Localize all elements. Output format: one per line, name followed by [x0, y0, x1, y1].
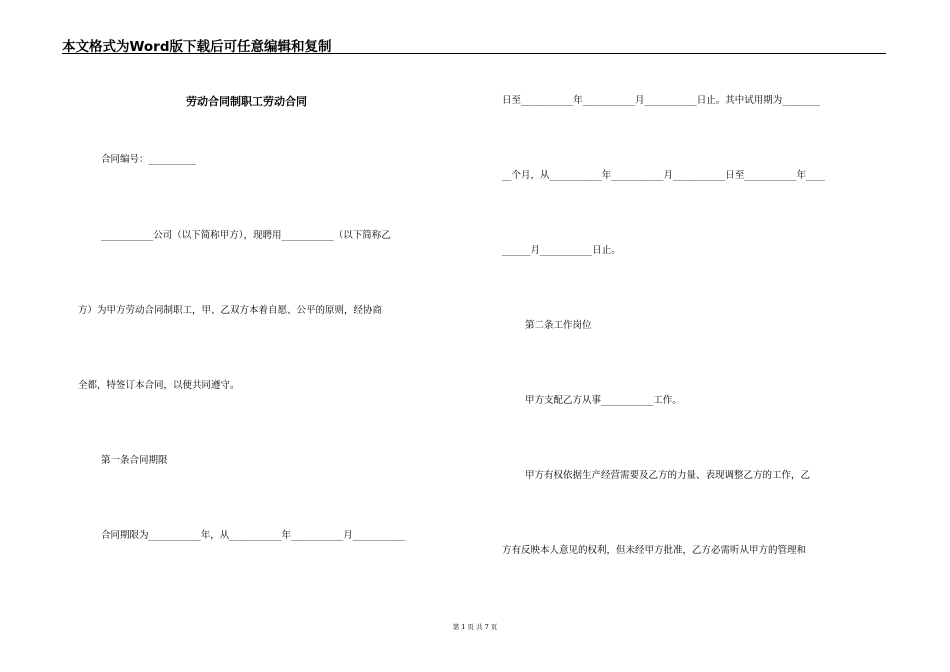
- header-text: 本文格式为Word版下载后可任意编辑和复制: [62, 39, 332, 55]
- page-header: [62, 33, 886, 54]
- paragraph-line: ___________公司（以下简称甲方），现聘用___________（以下简称乙: [101, 230, 391, 241]
- paragraph-line: 全都，特签订本合同，以便共同遵守。: [78, 380, 240, 391]
- page-indicator: 第 1 页 共 7 页: [452, 623, 498, 631]
- paragraph-line: 甲方支配乙方从事___________工作。: [525, 395, 682, 406]
- section-heading-position: 第二条工作岗位: [525, 320, 592, 331]
- paragraph-line: __个月，从___________年___________月___________日至___________年____: [502, 170, 826, 181]
- contract-number-line: 合同编号：__________: [101, 154, 197, 165]
- section-heading-term: 第一条合同期限: [101, 455, 168, 466]
- paragraph-line: 合同期限为___________年，从___________年___________月___________: [101, 530, 406, 541]
- paragraph-line: ______月___________日止。: [502, 245, 621, 256]
- paragraph-line: 日至___________年___________月___________日止。其中试用期为________: [502, 95, 821, 106]
- paragraph-line: 甲方有权依据生产经营需要及乙方的力量、表现调整乙方的工作，乙: [525, 470, 811, 481]
- paragraph-line: 方）为甲方劳动合同制职工，甲、乙双方本着自愿、公平的原则，经协商: [78, 305, 383, 316]
- paragraph-line: 方有反映本人意见的权利，但未经甲方批准，乙方必需听从甲方的管理和: [502, 545, 807, 556]
- document-title: 劳动合同制职工劳动合同: [186, 95, 307, 108]
